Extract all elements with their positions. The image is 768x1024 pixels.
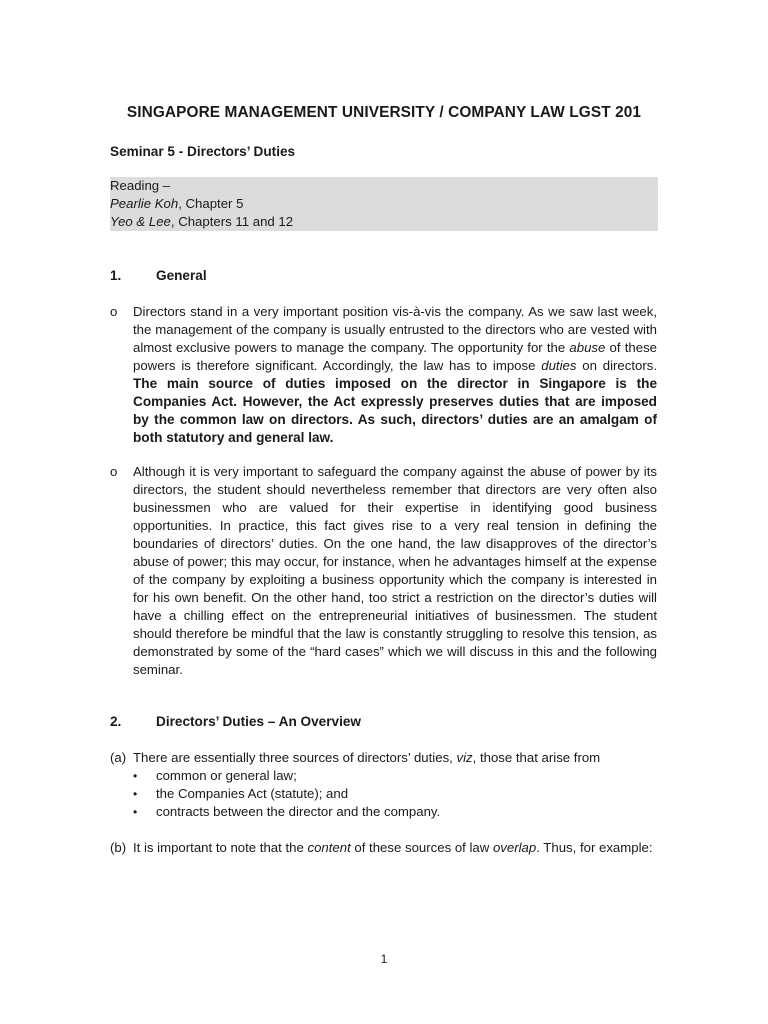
reading-author-1: Pearlie Koh <box>110 196 179 211</box>
reading-line-1 <box>110 195 658 213</box>
item-a-text-1: There are essentially three sources of directors’ duties, <box>133 750 457 765</box>
item-b-content: content <box>307 840 351 855</box>
p1-bold-statement: The main source of duties imposed on the director in Singapore is the Companies Act. However, the Act expressly preserves duties that are imposed by the common law on directors. As such, directors’ duties are an amalgam of both statutory and general law. <box>133 376 657 445</box>
item-a-viz: viz <box>456 750 473 765</box>
item-b-text-2: of these sources of law <box>350 840 493 855</box>
p1-text-a: Directors stand in a very important position vis-à-vis the company. As we saw last week, the management of the company is usually entrusted to the directors who are vested with almost exclusive powers to manage the company. The opportunity for the <box>133 304 657 355</box>
bullet-dot: • <box>133 769 138 783</box>
item-a-text-2: , those that arise from <box>472 750 601 765</box>
list-item-text: common or general law; <box>156 768 297 783</box>
item-b-label: (b) <box>110 840 127 855</box>
bullet-dot: • <box>133 805 138 819</box>
section-1-paragraph-2: Although it is very important to safeguard the company against the abuse of power by its directors, the student should nevertheless remember that directors are very often also businessmen who are valued for their expertise in identifying good business opportunities. In practice, this fact gives rise to a very real tension in defining the boundaries of directors’ duties. On the one hand, the law disapproves of the director’s abuse of power; this may occur, for instance, when he advantages himself at the expense of the company by exploiting a business opportunity which the company is interested in for his own benefit. On the other hand, too strict a restriction on the director’s duties will have a chilling effect on the entrepreneurial initiatives of businessmen. The student should therefore be mindful that the law is constantly struggling to resolve this tension, as demonstrated by some of the “hard cases” which we will discuss in this and the following seminar. <box>133 464 657 677</box>
item-b-overlap: overlap <box>492 840 537 855</box>
list-item-text: contracts between the director and the company. <box>156 804 441 819</box>
p1-duties: duties <box>541 358 577 373</box>
bullet-dot: • <box>133 787 138 801</box>
bullet-circle-2: o <box>110 464 118 479</box>
section-1-title: General <box>156 268 207 283</box>
section-1-paragraph-1 <box>133 303 657 447</box>
p1-text-c: on directors. <box>576 358 657 373</box>
section-2-title: Directors’ Duties – An Overview <box>156 714 361 729</box>
reading-label: Reading – <box>110 178 171 193</box>
sources-list <box>133 767 440 821</box>
list-item-text: the Companies Act (statute); and <box>156 786 349 801</box>
p1-abuse: abuse <box>569 340 606 355</box>
seminar-subtitle: Seminar 5 - Directors’ Duties <box>110 144 296 159</box>
bullet-circle-1: o <box>110 304 118 319</box>
reading-detail-2: , Chapters 11 and 12 <box>170 214 294 229</box>
item-a-text <box>133 749 657 767</box>
reading-detail-1: , Chapter 5 <box>178 196 244 211</box>
list-item <box>133 803 440 821</box>
item-b-text-3: . Thus, for example: <box>536 840 653 855</box>
section-1-number: 1. <box>110 268 122 283</box>
p1-text-b: of these powers is therefore significant. Accordingly, the law has to impose <box>133 340 657 373</box>
reading-line-2 <box>110 213 658 231</box>
item-a-label: (a) <box>110 750 127 765</box>
list-item <box>133 785 440 803</box>
item-b-text <box>133 839 657 857</box>
reading-box <box>110 177 658 231</box>
document-title: SINGAPORE MANAGEMENT UNIVERSITY / COMPANY LAW LGST 201 <box>126 104 642 121</box>
list-item <box>133 767 440 785</box>
item-b-text-1: It is important to note that the <box>133 840 308 855</box>
section-2-number: 2. <box>110 714 122 729</box>
reading-author-2: Yeo & Lee <box>110 214 171 229</box>
page-number: 1 <box>380 952 388 966</box>
